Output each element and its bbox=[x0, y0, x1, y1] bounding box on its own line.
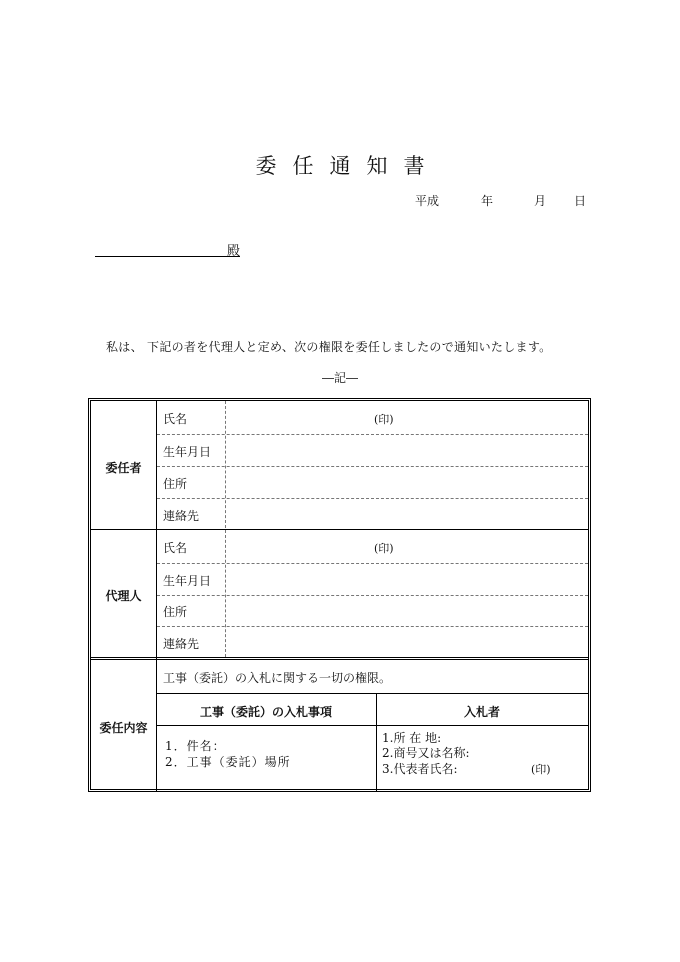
row-divider bbox=[157, 563, 588, 564]
section-divider bbox=[91, 529, 588, 530]
date-era: 平成 bbox=[415, 194, 440, 208]
date-year: 年 bbox=[481, 194, 494, 208]
ki-heading: ―記― bbox=[321, 371, 358, 385]
row-divider bbox=[157, 466, 588, 467]
agent-label: 代理人 bbox=[105, 589, 142, 603]
row-divider bbox=[157, 595, 588, 596]
bidder-address-line: 1.所 在 地: bbox=[382, 731, 442, 745]
principal-label: 委任者 bbox=[105, 461, 142, 475]
principal-name-label: 氏名 bbox=[163, 412, 188, 426]
addressee-underline bbox=[95, 256, 240, 257]
item-name-line: 1．件名： bbox=[165, 739, 226, 753]
item-location-line: 2．工事（委託）場所 bbox=[165, 755, 291, 769]
addressee-suffix: 殿 bbox=[227, 244, 241, 259]
bidder-column-header: 入札者 bbox=[463, 705, 500, 719]
agent-name-label: 氏名 bbox=[163, 541, 188, 555]
agent-seal: (印) bbox=[374, 542, 394, 555]
row-divider bbox=[157, 498, 588, 499]
row-divider bbox=[156, 693, 588, 694]
bidder-representative-line: 3.代表者氏名: bbox=[382, 762, 458, 776]
section-divider bbox=[91, 657, 588, 660]
row-divider bbox=[157, 434, 588, 435]
label-column-divider bbox=[156, 401, 157, 792]
bidder-seal: (印) bbox=[531, 763, 551, 776]
principal-seal: (印) bbox=[374, 413, 394, 426]
intro-text: 私は、 下記の者を代理人と定め、次の権限を委任しましたので通知いたします。 bbox=[106, 340, 552, 354]
row-divider bbox=[157, 626, 588, 627]
agent-address-label: 住所 bbox=[163, 605, 188, 619]
agent-birthdate-label: 生年月日 bbox=[163, 574, 212, 588]
document-title: 委任通知書 bbox=[255, 154, 441, 178]
principal-birthdate-label: 生年月日 bbox=[163, 445, 212, 459]
item-column-header: 工事（委託）の入札事項 bbox=[199, 705, 332, 719]
principal-address-label: 住所 bbox=[163, 477, 188, 491]
date-day: 日 bbox=[574, 194, 587, 208]
date-month: 月 bbox=[534, 194, 547, 208]
row-divider bbox=[156, 725, 588, 726]
agent-contact-label: 連絡先 bbox=[163, 637, 200, 651]
delegation-table bbox=[88, 398, 591, 792]
bidder-company-line: 2.商号又は名称: bbox=[382, 746, 470, 760]
authority-statement: 工事（委託）の入札に関する一切の権限。 bbox=[163, 671, 392, 685]
authority-label: 委任内容 bbox=[99, 721, 148, 735]
principal-contact-label: 連絡先 bbox=[163, 509, 200, 523]
